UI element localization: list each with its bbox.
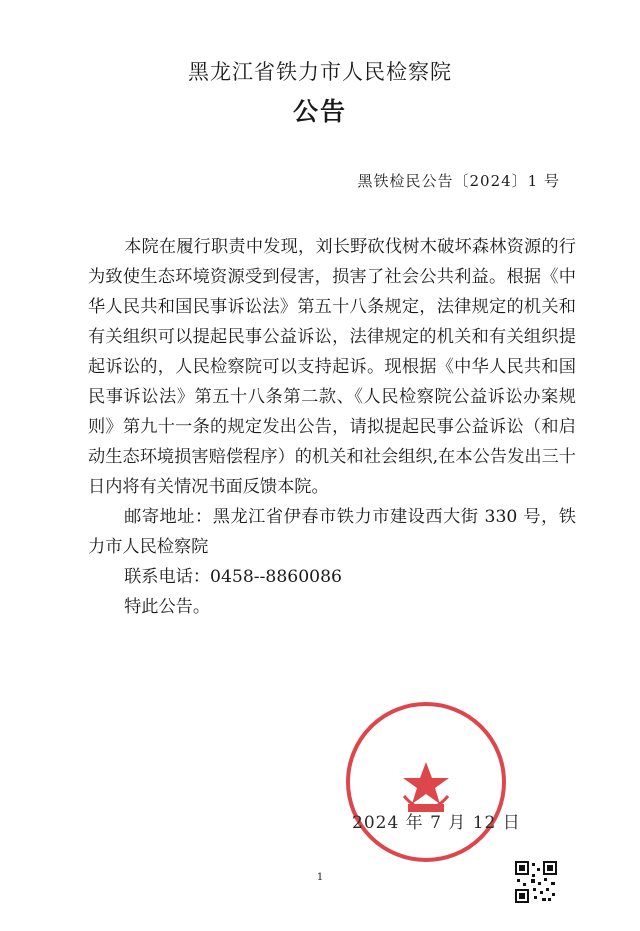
mailing-address: 邮寄地址：黑龙江省伊春市铁力市建设西大街 330 号，铁力市人民检察院: [88, 507, 576, 557]
organization-name: 黑龙江省铁力市人民检察院: [188, 60, 452, 84]
announcement-body: [88, 232, 576, 622]
contact-phone: 联系电话：0458--8860086: [124, 567, 342, 587]
document-number: 黑铁检民公告〔2024〕1 号: [357, 172, 560, 190]
page-number: 1: [316, 872, 324, 883]
body-paragraph: 本院在履行职责中发现，刘长野砍伐树木破坏森林资源的行为致使生态环境资源受到侵害，损害了社会公共利益。根据《中华人民共和国民事诉讼法》第五十八条规定，法律规定的机关和有关组织可以提起民事公益诉讼，法律规定的机关和有关组织提起诉讼的，人民检察院可以支持起诉。现根据《中华人民共和国民事诉讼法》第五十八条第二款、《人民检察院公益诉讼办案规则》第九十一条的规定发出公告，请拟提起民事公益诉讼（和启动生态环境损害赔偿程序）的机关和社会组织,在本公告发出三十日内将有关情况书面反馈本院。: [88, 237, 576, 497]
announcement-date: 2024 年 7 月 12 日: [352, 813, 521, 833]
closing-remark: 特此公告。: [124, 597, 211, 617]
official-seal-stamp: [344, 700, 508, 864]
document-title: 公告: [292, 97, 347, 126]
qr-code-icon: [514, 860, 558, 904]
